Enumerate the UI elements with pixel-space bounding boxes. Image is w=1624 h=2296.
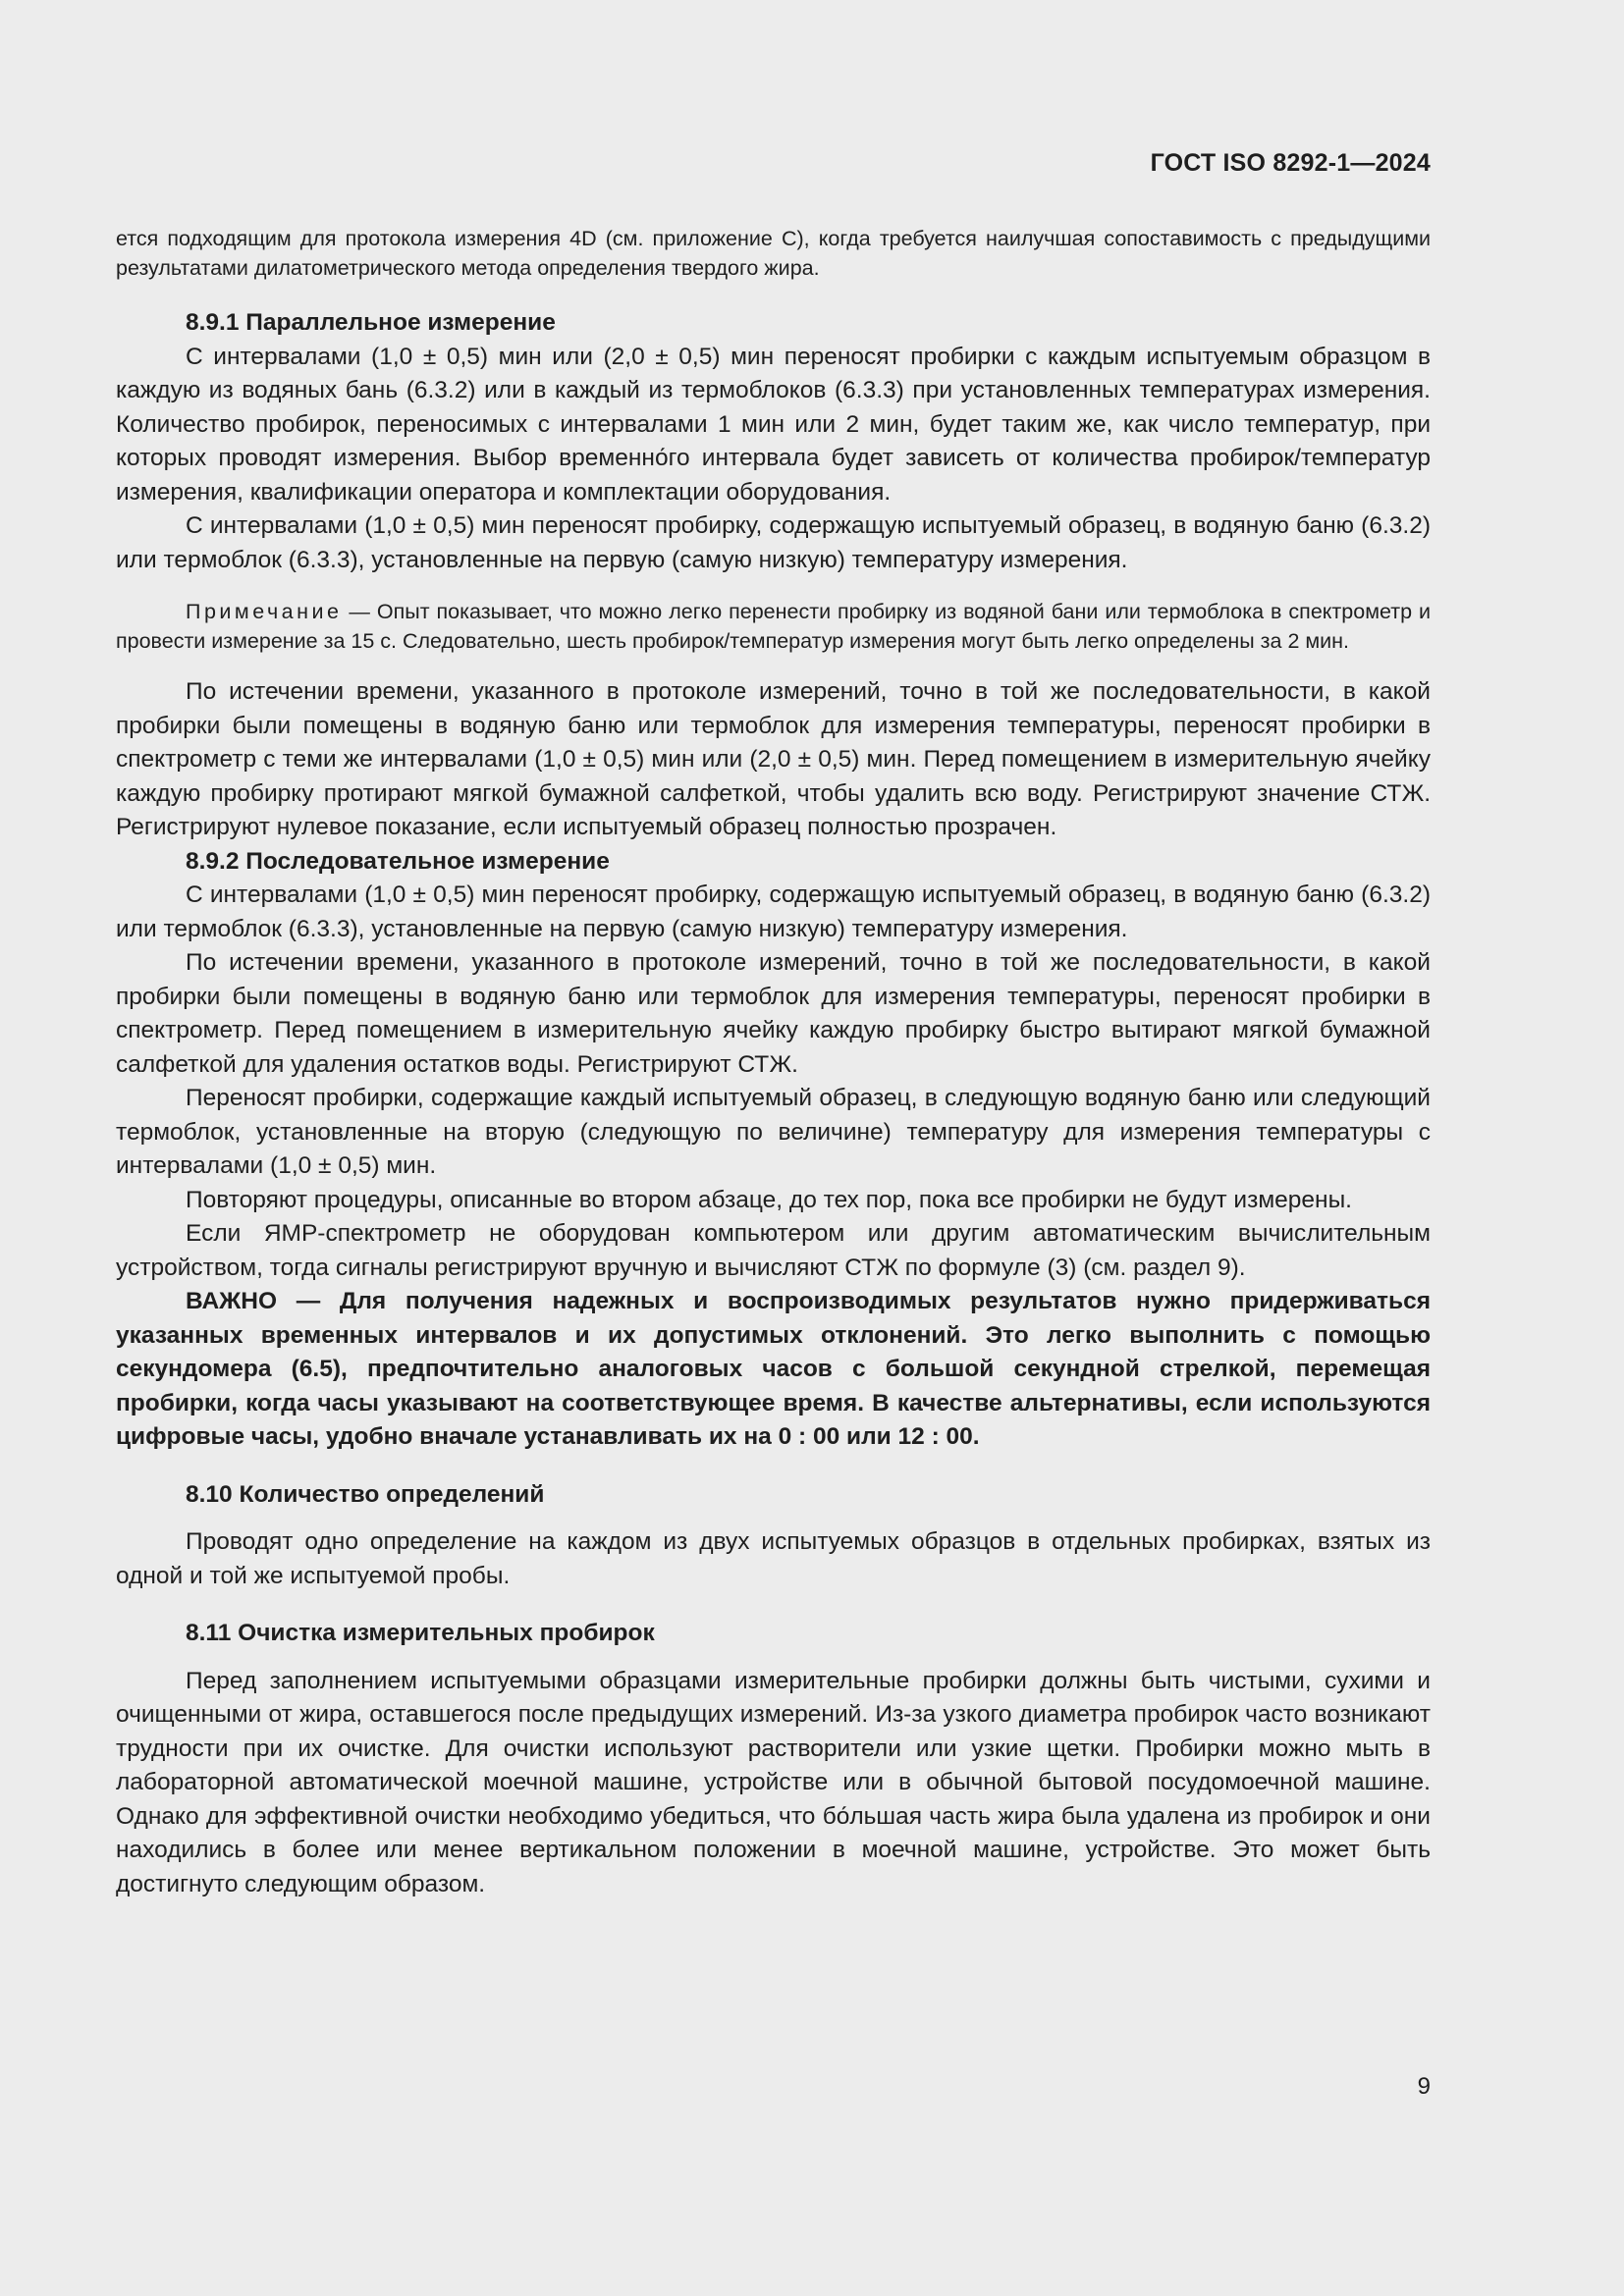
heading-8-9-1: 8.9.1 Параллельное измерение [186,309,556,336]
paragraph-8-9-1-c: По истечении времени, указанного в протоколе измерений, точно в той же последовательности, в какой пробирки были помещены в водяную баню или термоблок для измерения температуры, переносят пробирки в спектрометр с теми же интервалами (1,0 ± 0,5) мин или (2,0 ± 0,5) мин. Перед помещением в измерительную ячейку каждую пробирку протирают мягкой бумажной салфеткой, чтобы удалить всю воду. Регистрируют значение СТЖ. Регистрируют нулевое показание, если испытуемый образец полностью прозрачен. [116,678,1431,840]
paragraph-8-11: Перед заполнением испытуемыми образцами измерительные пробирки должны быть чистыми, сухими и очищенными от жира, оставшегося после предыдущих измерений. Из-за узкого диаметра пробирок часто возникают трудности при их очистке. Для очистки используют растворители или узкие щетки. Пробирки можно мыть в лабораторной автоматической моечной машине, устройстве или в обычной бытовой посудомоечной машине. Однако для эффективной очистки необходимо убедиться, что бо́льшая часть жира была удалена из пробирок и они находились в более или менее вертикальном положении в моечной машине, устройстве. Это может быть достигнуто следующим образом. [116,1667,1431,1897]
paragraph-8-9-2-d: Повторяют процедуры, описанные во втором абзаце, до тех пор, пока все пробирки не будут измерены. [186,1186,1352,1213]
heading-8-10: 8.10 Количество определений [186,1480,545,1508]
note-label: Примечание [186,600,343,623]
paragraph-8-9-2-a: С интервалами (1,0 ± 0,5) мин переносят пробирку, содержащую испытуемый образец, в водяную баню (6.3.2) или термоблок (6.3.3), установленные на первую (самую низкую) температуру измерения. [116,881,1431,942]
paragraph-8-10: Проводят одно определение на каждом из двух испытуемых образцов в отдельных пробирках, взятых из одной и той же испытуемой пробы. [116,1528,1431,1589]
important-paragraph: ВАЖНО — Для получения надежных и воспроизводимых результатов нужно придерживаться указанных временных интервалов и их допустимых отклонений. Это легко выполнить с помощью секундомера (6.5), предпочтительно аналоговых часов с большой секундной стрелкой, перемещая пробирки, когда часы указывают на соответствующее время. В качестве альтернативы, если используются цифровые часы, удобно вначале устанавливать их на 0 : 00 или 12 : 00. [116,1288,1431,1450]
paragraph-8-9-2-b: По истечении времени, указанного в протоколе измерений, точно в той же последовательности, в какой пробирки были помещены в водяную баню или термоблок для измерения температуры, переносят пробирки в спектрометр. Перед помещением в измерительную ячейку каждую пробирку быстро вытирают мягкой бумажной салфеткой для удаления остатков воды. Регистрируют СТЖ. [116,949,1431,1078]
paragraph-8-9-2-e: Если ЯМР-спектрометр не оборудован компьютером или другим автоматическим вычислительным устройством, тогда сигналы регистрируют вручную и вычисляют СТЖ по формуле (3) (см. раздел 9). [116,1220,1431,1281]
note-text: — Опыт показывает, что можно легко перенести пробирку из водяной бани или термоблока в спектрометр и провести измерение за 15 с. Следовательно, шесть пробирок/температур измерения могут быть легко определены за 2 мин. [116,600,1431,653]
heading-8-11: 8.11 Очистка измерительных пробирок [186,1620,655,1646]
document-header: ГОСТ ISO 8292-1—2024 [1150,149,1431,177]
heading-8-9-2: 8.9.2 Последовательное измерение [186,847,610,875]
paragraph-8-9-1-a: С интервалами (1,0 ± 0,5) мин или (2,0 ± 0,5) мин переносят пробирки с каждым испытуемым образцом в каждую из водяных бань (6.3.2) или в каждый из термоблоков (6.3.3) при установленных температурах измерения. Количество пробирок, переносимых с интервалами 1 мин или 2 мин, будет таким же, как число температур, при которых проводят измерения. Выбор временно́го интервала будет зависеть от количества пробирок/температур измерения, квалификации оператора и комплектации оборудования. [116,343,1431,506]
paragraph-8-9-2-c: Переносят пробирки, содержащие каждый испытуемый образец, в следующую водяную баню или следующий термоблок, установленные на вторую (следующую по величине) температуру для измерения температуры с интервалами (1,0 ± 0,5) мин. [116,1085,1431,1179]
paragraph-8-9-1-b: С интервалами (1,0 ± 0,5) мин переносят пробирку, содержащую испытуемый образец, в водяную баню (6.3.2) или термоблок (6.3.3), установленные на первую (самую низкую) температуру измерения. [116,512,1431,573]
intro-paragraph: ется подходящим для протокола измерения 4D (см. приложение C), когда требуется наилучшая сопоставимость с предыдущими результатами дилатометрического метода определения твердого жира. [116,227,1431,280]
page-content [116,224,1431,1901]
page-number: 9 [1417,2073,1431,2100]
note-paragraph [116,597,1431,656]
